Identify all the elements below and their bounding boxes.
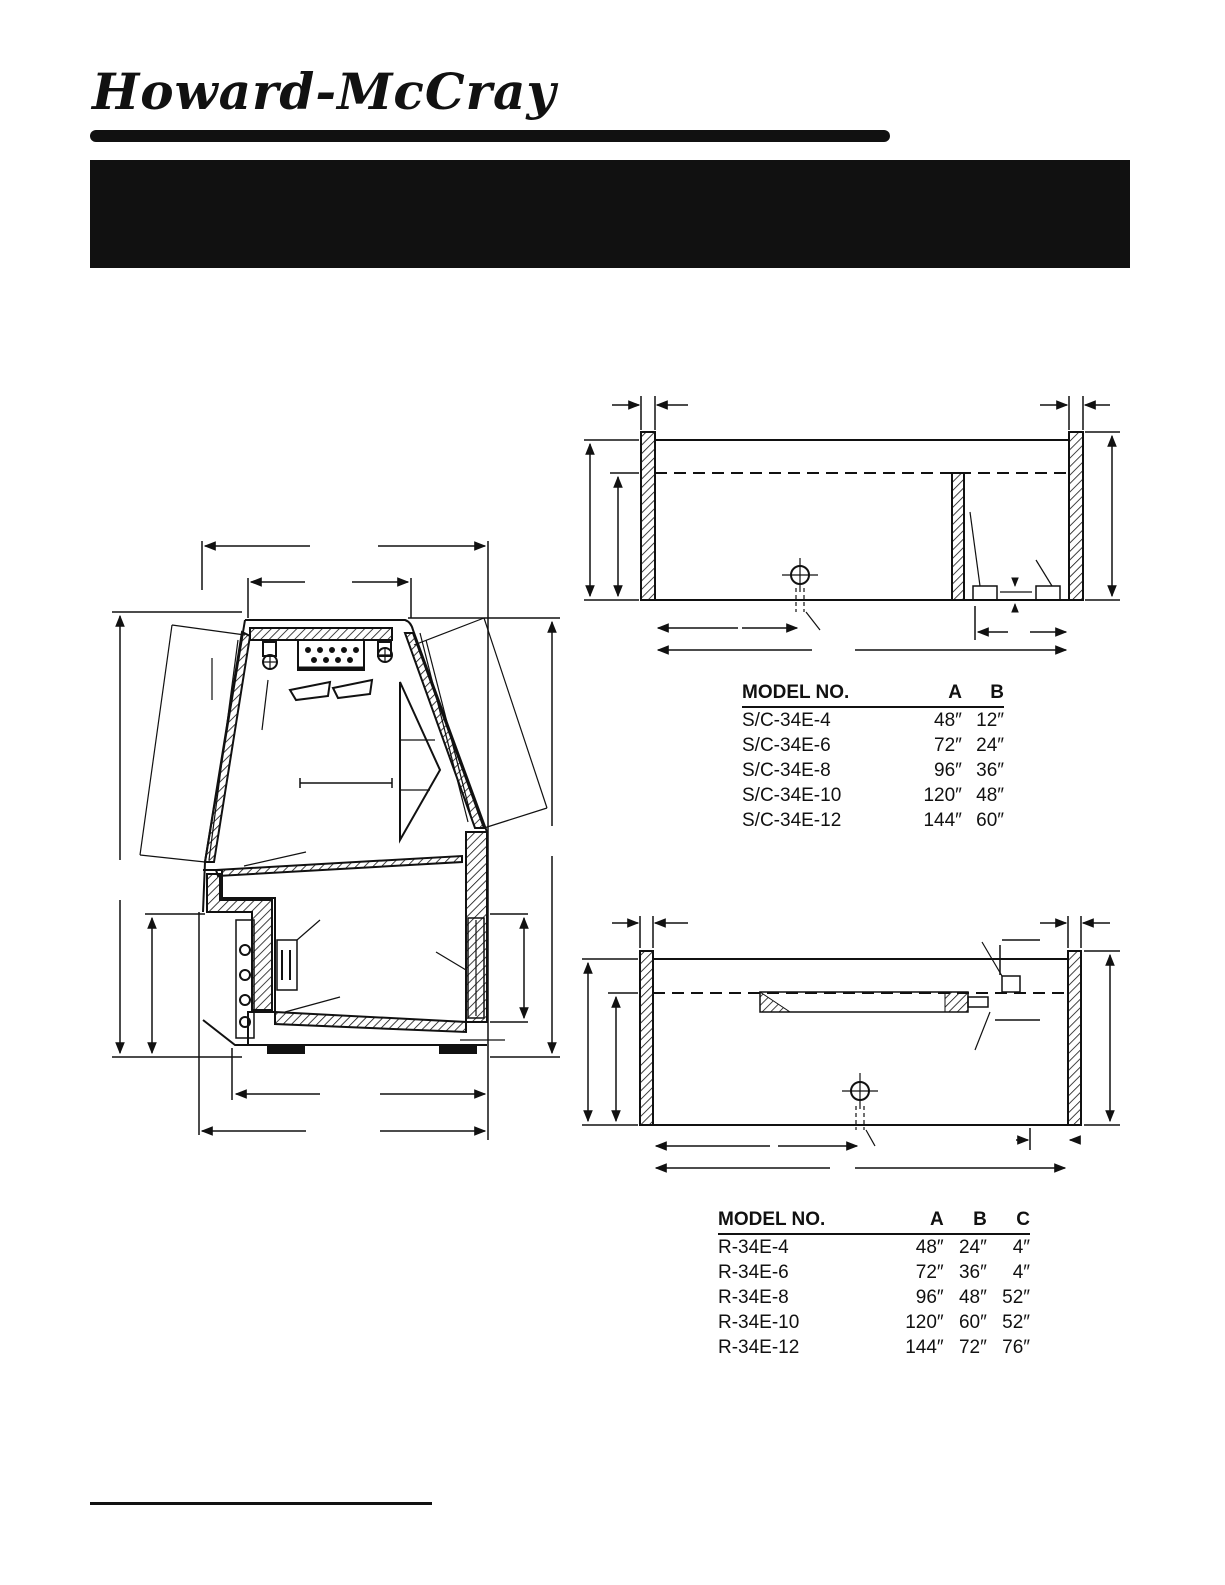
b-cell: 24″ xyxy=(976,735,1004,756)
model-cell: R-34E-4 xyxy=(718,1237,789,1258)
a-cell: 72″ xyxy=(915,1262,944,1283)
table-row xyxy=(718,1310,1030,1335)
table-row xyxy=(742,758,1004,783)
a-cell: 144″ xyxy=(905,1337,944,1358)
model-cell: S/C-34E-10 xyxy=(742,785,842,806)
b-cell: 36″ xyxy=(976,760,1004,781)
footer-rule xyxy=(90,1502,432,1505)
b-cell: 60″ xyxy=(958,1312,987,1333)
model-table-sc xyxy=(742,682,1004,833)
model-cell: R-34E-12 xyxy=(718,1337,800,1358)
model-cell: S/C-34E-6 xyxy=(742,735,831,756)
b-cell: 60″ xyxy=(976,810,1004,831)
table-row xyxy=(718,1285,1030,1310)
c-cell: 52″ xyxy=(1002,1312,1030,1333)
col-header-a: A xyxy=(904,682,962,707)
c-cell: 76″ xyxy=(1002,1337,1030,1358)
table-row xyxy=(718,1260,1030,1285)
col-header-model: MODEL NO. xyxy=(718,1209,884,1234)
brand-logo: Howard-McCray xyxy=(92,62,557,121)
b-cell: 12″ xyxy=(976,710,1004,731)
b-cell: 36″ xyxy=(958,1262,987,1283)
model-cell: S/C-34E-4 xyxy=(742,710,831,731)
model-table-r xyxy=(718,1209,1030,1360)
a-cell: 120″ xyxy=(905,1312,944,1333)
a-cell: 120″ xyxy=(923,785,962,806)
table-header-row xyxy=(718,1209,1030,1234)
model-cell: R-34E-10 xyxy=(718,1312,800,1333)
model-cell: R-34E-6 xyxy=(718,1262,789,1283)
a-cell: 48″ xyxy=(915,1237,944,1258)
plan-view-sc xyxy=(584,396,1120,650)
a-cell: 96″ xyxy=(915,1287,944,1308)
side-section-view xyxy=(112,541,560,1140)
col-header-b: B xyxy=(944,1209,987,1234)
table-row xyxy=(742,783,1004,808)
a-cell: 144″ xyxy=(923,810,962,831)
col-header-b: B xyxy=(962,682,1004,707)
b-cell: 24″ xyxy=(958,1237,987,1258)
a-cell: 96″ xyxy=(934,760,962,781)
col-header-model: MODEL NO. xyxy=(742,682,904,707)
table-row xyxy=(718,1335,1030,1360)
plan-view-r xyxy=(582,916,1120,1168)
table-header-row xyxy=(742,682,1004,707)
b-cell: 48″ xyxy=(958,1287,987,1308)
table-row xyxy=(718,1234,1030,1260)
table-row xyxy=(742,808,1004,833)
c-cell: 4″ xyxy=(1012,1262,1030,1283)
table-row xyxy=(742,733,1004,758)
a-cell: 48″ xyxy=(934,710,962,731)
a-cell: 72″ xyxy=(934,735,962,756)
b-cell: 72″ xyxy=(958,1337,987,1358)
col-header-a: A xyxy=(884,1209,944,1234)
model-cell: S/C-34E-8 xyxy=(742,760,831,781)
model-cell: S/C-34E-12 xyxy=(742,810,842,831)
col-header-c: C xyxy=(987,1209,1030,1234)
model-cell: R-34E-8 xyxy=(718,1287,789,1308)
table-row xyxy=(742,707,1004,733)
c-cell: 4″ xyxy=(1012,1237,1030,1258)
b-cell: 48″ xyxy=(976,785,1004,806)
c-cell: 52″ xyxy=(1002,1287,1030,1308)
